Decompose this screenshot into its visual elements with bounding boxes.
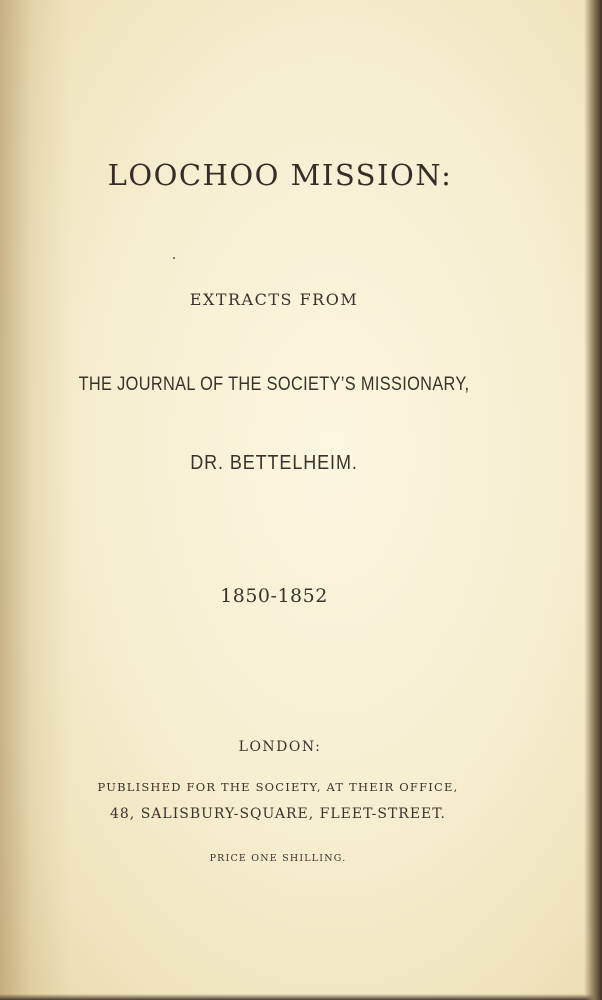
imprint-address: 48, SALISBURY-SQUARE, FLEET-STREET. bbox=[109, 806, 447, 822]
subtitle: EXTRACTS FROM bbox=[189, 290, 359, 309]
imprint-publisher: PUBLISHED FOR THE SOCIETY, AT THEIR OFFICE, bbox=[97, 780, 459, 794]
page-bottom-edge bbox=[0, 994, 602, 1000]
ink-speck bbox=[173, 257, 175, 259]
author-name: DR. BETTELHEIM. bbox=[190, 452, 358, 474]
date-range: 1850-1852 bbox=[220, 585, 328, 607]
book-title: LOOCHOO MISSION: bbox=[107, 158, 453, 192]
imprint-city: LONDON: bbox=[238, 739, 322, 755]
price-line: PRICE ONE SHILLING. bbox=[209, 853, 347, 864]
journal-line: THE JOURNAL OF THE SOCIETY’S MISSIONARY, bbox=[78, 374, 470, 395]
